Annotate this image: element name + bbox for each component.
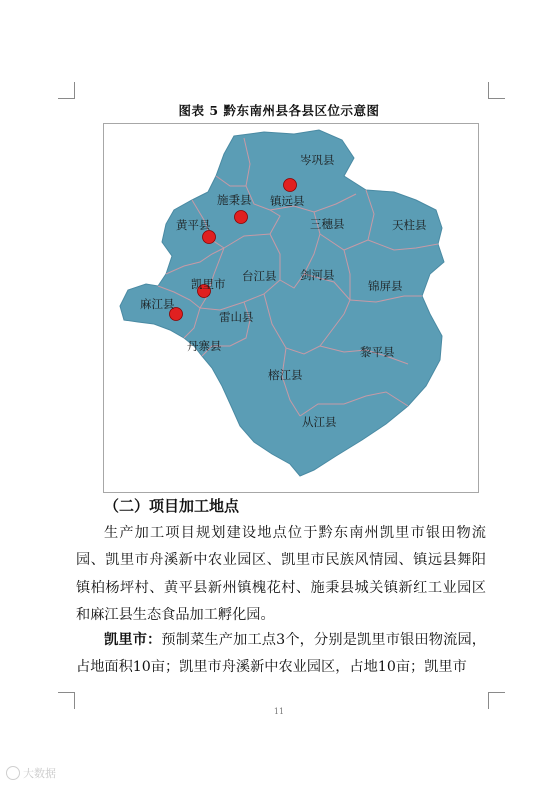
page-number: 11 [273,707,285,716]
watermark-text: 大数据 [23,767,56,780]
marker-zhenyuan [284,179,297,192]
paragraph-text: 预制菜生产加工点3个，分别是凯里市银田物流园，占地面积10亩；凯里市舟溪新中农业园区，占地10亩；凯里市 [76,632,486,676]
paragraph-lead: 凯里市： [104,632,162,648]
section-heading: （二）项目加工地点 [104,497,240,515]
county-map [103,123,479,493]
label-jianhe: 剑河县 [300,268,335,282]
label-cengong: 岑巩县 [300,153,335,167]
label-kaili: 凯里市 [191,277,226,291]
crop-mark-top-right [488,82,505,99]
label-rongjiang: 榕江县 [268,368,303,382]
label-leishan: 雷山县 [219,310,254,324]
figure-caption: 图表 5 黔东南州县各县区位示意图 [178,103,380,118]
label-danzhai: 丹寨县 [187,339,222,353]
label-liping: 黎平县 [360,345,395,359]
body-paragraph-1: 生产加工项目规划建设地点位于黔东南州凯里市银田物流园、凯里市舟溪新中农业园区、凯里市民族风情园、镇远县舞阳镇柏杨坪村、黄平县新州镇槐花村、施秉县城关镇新红工业园区和麻江县生态食品加工孵化园。 [76,525,486,623]
marker-shibing [235,211,248,224]
label-congjiang: 从江县 [302,415,337,429]
label-majiang: 麻江县 [140,297,175,311]
label-taijiang: 台江县 [242,269,277,283]
marker-huangping [203,231,216,244]
watermark [6,765,56,781]
label-tianzhu: 天柱县 [392,218,427,232]
label-sansui: 三穗县 [310,217,345,231]
crop-mark-top-left [58,82,75,99]
label-shibing: 施秉县 [217,193,252,207]
watermark-logo-icon [6,766,20,780]
label-huangping: 黄平县 [176,218,211,232]
label-zhenyuan: 镇远县 [270,194,305,208]
map-svg [104,124,478,492]
body-paragraph-2 [76,627,486,682]
label-jinping: 锦屏县 [368,279,403,293]
